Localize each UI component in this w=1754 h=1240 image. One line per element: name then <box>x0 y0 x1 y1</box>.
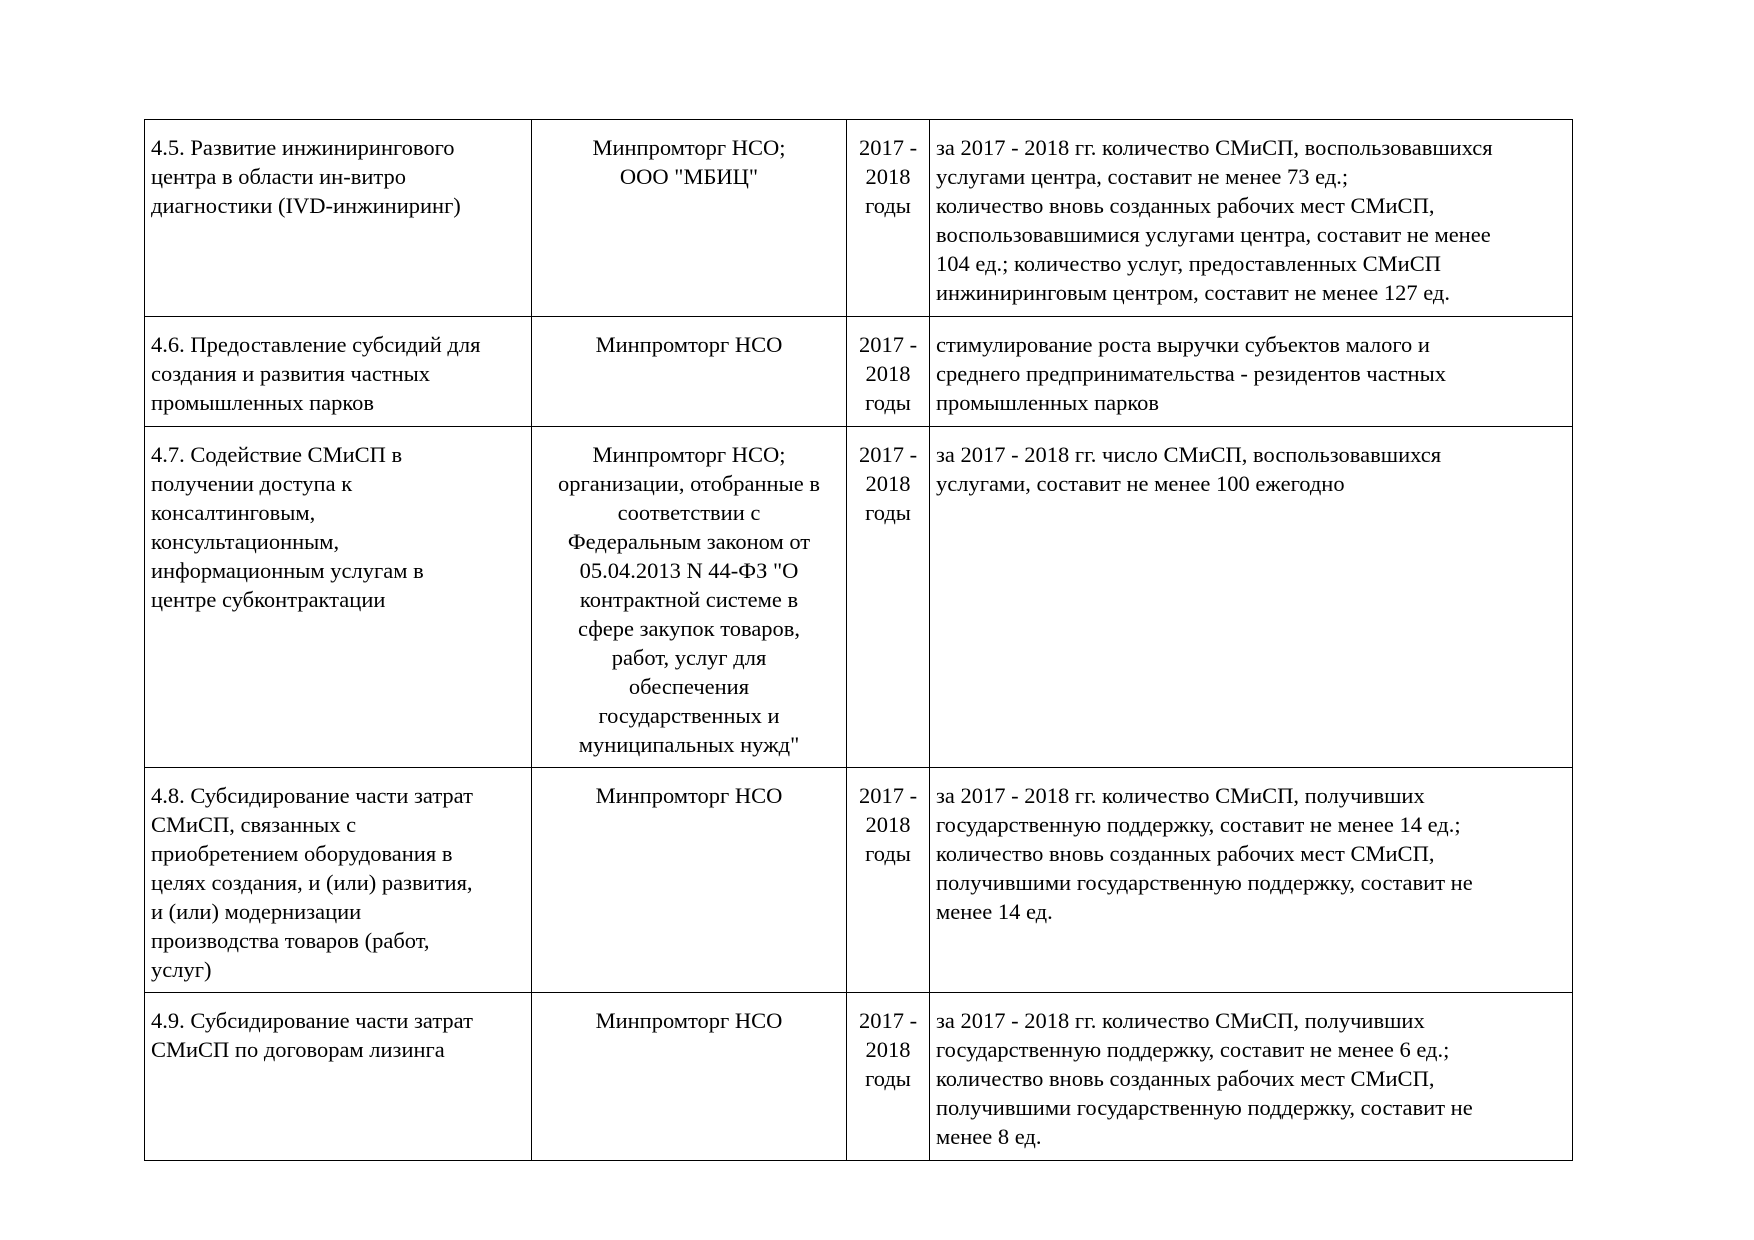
measure-cell: 4.7. Содействие СМиСП в получении доступа к консалтинговым, консультационным, информационным услугам в центре субконтрактации <box>145 427 532 768</box>
measure-cell: 4.5. Развитие инжинирингового центра в области ин-витро диагностики (IVD-инжиниринг) <box>145 120 532 317</box>
term-cell: 2017 - 2018 годы <box>847 317 930 427</box>
term-cell: 2017 - 2018 годы <box>847 768 930 993</box>
result-cell: стимулирование роста выручки субъектов малого и среднего предпринимательства - резидентов частных промышленных парков <box>930 317 1573 427</box>
executor-cell: Минпромторг НСО; ООО "МБИЦ" <box>532 120 847 317</box>
term-cell: 2017 - 2018 годы <box>847 427 930 768</box>
term-cell: 2017 - 2018 годы <box>847 993 930 1161</box>
executor-cell: Минпромторг НСО <box>532 768 847 993</box>
table-row <box>145 993 1573 1161</box>
measure-cell: 4.6. Предоставление субсидий для создания и развития частных промышленных парков <box>145 317 532 427</box>
executor-cell: Минпромторг НСО <box>532 317 847 427</box>
executor-cell: Минпромторг НСО; организации, отобранные в соответствии с Федеральным законом от 05.04.2013 N 44-ФЗ "О контрактной системе в сфере закупок товаров, работ, услуг для обеспечения государственных и муниципальных нужд" <box>532 427 847 768</box>
table-row <box>145 120 1573 317</box>
result-cell: за 2017 - 2018 гг. количество СМиСП, воспользовавшихся услугами центра, составит не менее 73 ед.; количество вновь созданных рабочих мест СМиСП, воспользовавшимися услугами центра, составит не менее 104 ед.; количество услуг, предоставленных СМиСП инжиниринговым центром, составит не менее 127 ед. <box>930 120 1573 317</box>
table-row <box>145 768 1573 993</box>
table-row <box>145 317 1573 427</box>
result-cell: за 2017 - 2018 гг. количество СМиСП, получивших государственную поддержку, составит не менее 14 ед.; количество вновь созданных рабочих мест СМиСП, получившими государственную поддержку, составит не менее 14 ед. <box>930 768 1573 993</box>
executor-cell: Минпромторг НСО <box>532 993 847 1161</box>
measures-table <box>144 119 1573 1161</box>
measure-cell: 4.9. Субсидирование части затрат СМиСП по договорам лизинга <box>145 993 532 1161</box>
table-row <box>145 427 1573 768</box>
result-cell: за 2017 - 2018 гг. количество СМиСП, получивших государственную поддержку, составит не менее 6 ед.; количество вновь созданных рабочих мест СМиСП, получившими государственную поддержку, составит не менее 8 ед. <box>930 993 1573 1161</box>
measure-cell: 4.8. Субсидирование части затрат СМиСП, связанных с приобретением оборудования в целях создания, и (или) развития, и (или) модернизации производства товаров (работ, услуг) <box>145 768 532 993</box>
result-cell: за 2017 - 2018 гг. число СМиСП, воспользовавшихся услугами, составит не менее 100 ежегодно <box>930 427 1573 768</box>
term-cell: 2017 - 2018 годы <box>847 120 930 317</box>
